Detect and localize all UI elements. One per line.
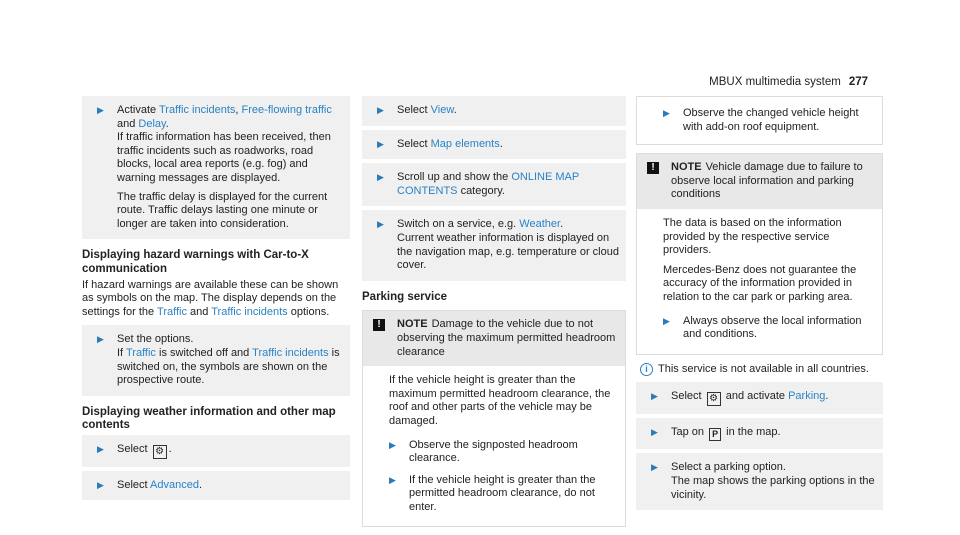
punct: . xyxy=(198,478,203,491)
step-arrow-icon: ▶ xyxy=(377,138,384,149)
link-traffic-incidents-3[interactable]: Traffic incidents xyxy=(252,346,329,359)
link-advanced[interactable]: Advanced xyxy=(150,478,199,491)
warning-icon: ! xyxy=(373,319,385,331)
step-arrow-icon: ▶ xyxy=(389,439,396,450)
note-headroom xyxy=(362,310,626,527)
warning-icon: ! xyxy=(647,162,659,174)
note-body xyxy=(637,209,882,354)
page-header xyxy=(709,76,868,88)
hazard-paragraph xyxy=(82,279,350,320)
step-paragraph: The traffic delay is displayed for the current route. Traffic delays lasting one minute or longer are taken into consideration. xyxy=(117,190,328,230)
step-text: Switch on a service, e.g. xyxy=(397,218,517,231)
step-switch-service xyxy=(362,210,626,280)
note-paragraph: The data is based on the information provided by the respective service providers. xyxy=(663,216,842,257)
step-paragraph: If traffic information has been received, then traffic incidents such as roadworks, road blocks, local area reports (e.g. fog) and warning messages are displayed. xyxy=(117,131,331,184)
column-2 xyxy=(362,96,626,535)
link-weather[interactable]: Weather xyxy=(519,218,561,231)
step-text: Tap on xyxy=(671,426,705,439)
note-step xyxy=(389,435,617,470)
body-text: If hazard warnings are available these can be shown as symbols on the map. The display depends on the settings for the xyxy=(82,278,339,318)
step-select-settings xyxy=(82,435,350,467)
note-title: Vehicle damage due to failure to observe local information and parking conditions xyxy=(671,161,863,201)
step-paragraph: Current weather information is displayed on the navigation map, e.g. temperature or cloud cover. xyxy=(397,231,619,272)
note-step-text: Observe the changed vehicle height with add-on roof equipment. xyxy=(683,107,859,133)
note-body xyxy=(637,97,882,144)
step-arrow-icon: ▶ xyxy=(663,315,670,326)
step-text: If xyxy=(117,346,124,359)
link-parking[interactable]: Parking xyxy=(788,390,826,403)
step-text: Set the options. xyxy=(117,333,194,346)
manual-title: MBUX multimedia system xyxy=(709,76,841,88)
punct: . xyxy=(165,117,169,130)
punct: . xyxy=(499,137,503,150)
step-arrow-icon: ▶ xyxy=(651,462,658,473)
body-text: options. xyxy=(290,305,330,318)
step-online-map-contents xyxy=(362,163,626,206)
body-text: and xyxy=(190,305,209,318)
note-label: NOTE xyxy=(397,318,428,331)
step-arrow-icon: ▶ xyxy=(377,219,384,230)
info-text: This service is not available in all countries. xyxy=(658,362,869,375)
section-heading-hazard: Displaying hazard warnings with Car-to-X communication xyxy=(82,249,309,275)
step-select-advanced xyxy=(82,471,350,501)
step-text: Select xyxy=(671,390,702,403)
step-text: Select xyxy=(117,478,148,491)
note-step xyxy=(663,311,874,346)
step-set-options xyxy=(82,325,350,395)
section-heading-weather: Displaying weather information and other map contents xyxy=(82,405,336,432)
note-paragraph: Mercedes-Benz does not guarantee the accuracy of the information provided in relation to the car park or parking area. xyxy=(663,263,857,303)
link-traffic[interactable]: Traffic xyxy=(157,305,187,318)
step-arrow-icon: ▶ xyxy=(651,427,658,438)
step-text: The map shows the parking options in the vicinity. xyxy=(671,474,875,501)
step-text: Select xyxy=(397,104,428,116)
step-text: category. xyxy=(460,184,505,197)
step-arrow-icon: ▶ xyxy=(377,105,384,115)
step-arrow-icon: ▶ xyxy=(97,479,104,490)
link-view[interactable]: View xyxy=(430,104,454,116)
note-step-text: Observe the signposted headroom clearance. xyxy=(409,438,578,465)
link-free-flowing-traffic[interactable]: Free-flowing traffic xyxy=(241,104,332,116)
note-step-text: Always observe the local information and conditions. xyxy=(683,314,862,341)
settings-icon: ⚙ xyxy=(707,392,721,406)
link-map-elements[interactable]: Map elements xyxy=(430,137,500,150)
step-text: and xyxy=(117,117,136,130)
link-traffic-2[interactable]: Traffic xyxy=(125,346,156,359)
step-text: in the map. xyxy=(726,426,781,439)
settings-icon: ⚙ xyxy=(153,445,167,459)
punct: . xyxy=(168,442,172,455)
step-arrow-icon: ▶ xyxy=(651,391,658,402)
punct: , xyxy=(235,104,239,116)
link-traffic-incidents[interactable]: Traffic incidents xyxy=(159,104,236,116)
note-title: Damage to the vehicle due to not observing the maximum permitted headroom clearance xyxy=(397,318,616,358)
info-note xyxy=(636,363,883,377)
note-label: NOTE xyxy=(671,161,702,174)
note-local-info xyxy=(636,153,883,355)
step-activate-parking xyxy=(636,382,883,414)
step-text: and activate xyxy=(725,390,786,403)
parking-icon: P xyxy=(709,428,721,441)
section-heading-parking: Parking service xyxy=(362,290,448,303)
step-arrow-icon: ▶ xyxy=(389,474,396,485)
note-paragraph: If the vehicle height is greater than the maximum permitted headroom clearance, the roof and other parts of the vehicle may be damaged. xyxy=(389,374,611,427)
step-text: is switched on, the symbols are shown on the prospective route. xyxy=(117,346,340,387)
step-select-map-elements xyxy=(362,130,626,160)
note-step xyxy=(663,103,874,138)
step-text: Select xyxy=(397,137,428,150)
column-3 xyxy=(636,96,883,514)
note-body xyxy=(363,366,625,526)
step-text: Activate xyxy=(117,104,157,116)
punct: . xyxy=(825,390,829,403)
punct: . xyxy=(560,218,564,231)
note-headroom-continued xyxy=(636,96,883,145)
step-arrow-icon: ▶ xyxy=(663,108,670,118)
step-text: Scroll up and show the xyxy=(397,171,509,184)
step-arrow-icon: ▶ xyxy=(377,172,384,183)
info-icon: i xyxy=(640,363,653,376)
step-text: is switched off and xyxy=(159,346,250,359)
step-select-view xyxy=(362,96,626,126)
note-header xyxy=(637,154,882,209)
step-text: Select xyxy=(117,442,148,455)
page-number: 277 xyxy=(848,76,868,88)
note-header xyxy=(363,311,625,366)
step-arrow-icon: ▶ xyxy=(97,334,104,345)
step-tap-parking xyxy=(636,418,883,449)
punct: . xyxy=(453,104,457,116)
step-arrow-icon: ▶ xyxy=(97,105,104,115)
step-arrow-icon: ▶ xyxy=(97,443,104,454)
note-step-text: If the vehicle height is greater than the permitted headroom clearance, do not enter. xyxy=(409,473,596,513)
step-select-parking-option xyxy=(636,453,883,510)
note-step xyxy=(389,470,617,519)
link-delay[interactable]: Delay xyxy=(138,117,166,130)
link-traffic-incidents-2[interactable]: Traffic incidents xyxy=(211,305,288,318)
step-text: Select a parking option. xyxy=(671,461,786,474)
column-1 xyxy=(82,96,350,504)
link-online-map-contents[interactable]: ONLINE MAP CONTENTS xyxy=(397,171,580,197)
step-activate-traffic xyxy=(82,96,350,239)
